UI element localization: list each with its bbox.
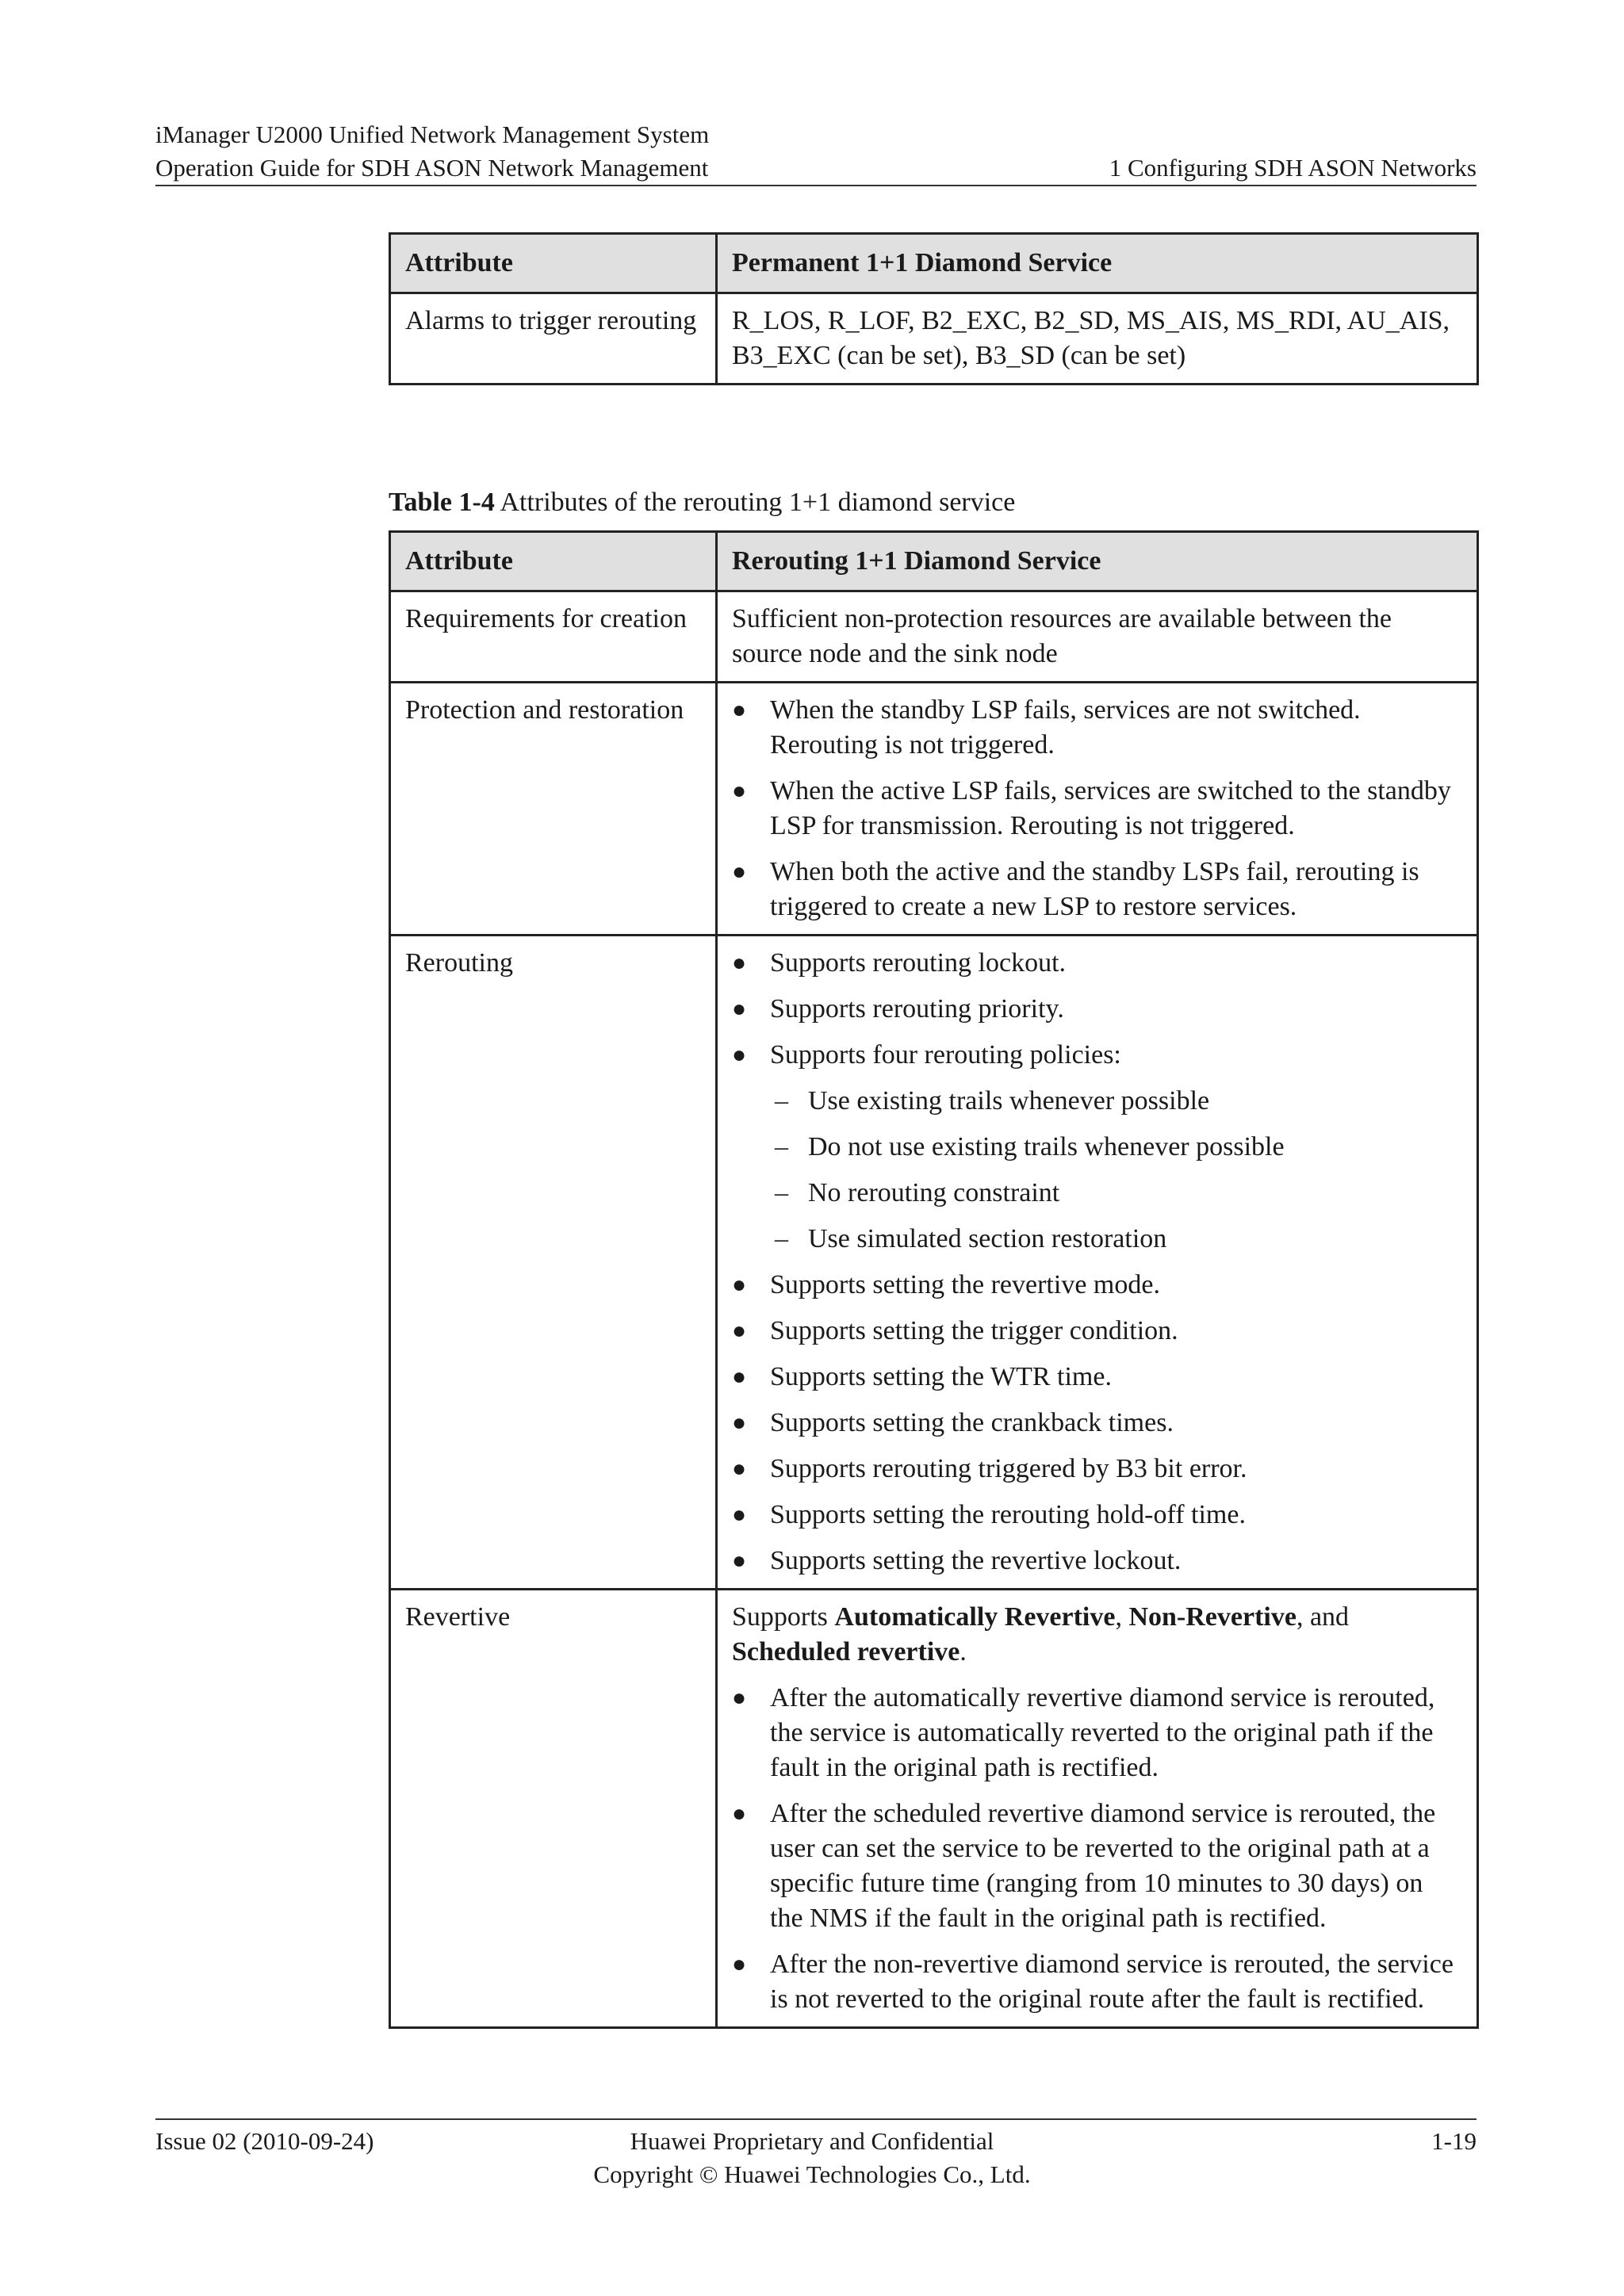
mode-automatic: Automatically Revertive	[834, 1602, 1116, 1632]
footer-copyright: Copyright © Huawei Technologies Co., Ltd.	[593, 2160, 1031, 2188]
intro-separator: ,	[1115, 1602, 1129, 1632]
header-product-title: iManager U2000 Unified Network Management System	[155, 121, 710, 148]
list-item: ● Supports rerouting triggered by B3 bit error.	[732, 1452, 1462, 1487]
list-item: ● Supports setting the crankback times.	[732, 1406, 1462, 1441]
list-item: ● Supports setting the revertive lockout.	[732, 1544, 1462, 1578]
mode-scheduled: Scheduled revertive	[732, 1637, 960, 1667]
table-row	[390, 1590, 1478, 2028]
list-item: ● After the non-revertive diamond service is rerouted, the service is not reverted to the original route after the fault is rectified.	[732, 1947, 1462, 2017]
sub-list-item: – No rerouting constraint	[770, 1176, 1462, 1211]
table-row	[390, 591, 1478, 683]
footer-divider	[155, 2118, 1477, 2120]
value-cell: Sufficient non-protection resources are available between the source node and the sink node	[717, 591, 1478, 683]
list-item-text: Supports four rerouting policies:	[770, 1040, 1121, 1070]
sub-list-item: – Use existing trails whenever possible	[770, 1084, 1462, 1119]
attribute-cell: Revertive	[390, 1590, 717, 2028]
list-item: ● When the active LSP fails, services are switched to the standby LSP for transmission. Rerouting is not triggered.	[732, 774, 1462, 844]
table-caption	[389, 485, 1015, 520]
attribute-cell: Rerouting	[390, 936, 717, 1590]
value-cell	[717, 1590, 1478, 2028]
header-guide-title: Operation Guide for SDH ASON Network Management	[155, 154, 709, 182]
table-row	[390, 936, 1478, 1590]
sub-list-item: – Do not use existing trails whenever possible	[770, 1130, 1462, 1165]
bullet-list	[732, 946, 1462, 1578]
table-header-row	[390, 532, 1478, 591]
list-item: ● After the automatically revertive diamond service is rerouted, the service is automatically reverted to the original path if the fault in the original path is rectified.	[732, 1681, 1462, 1785]
footer-center	[0, 2125, 1624, 2191]
table-caption-text: Attributes of the rerouting 1+1 diamond service	[494, 488, 1016, 517]
list-item: ● After the scheduled revertive diamond service is rerouted, the user can set the service to be reverted to the original path at a specific future time (ranging from 10 minutes to 30 days) on the NMS if the fault in the original path is rectified.	[732, 1797, 1462, 1936]
column-header-attribute: Attribute	[390, 234, 717, 293]
attribute-cell: Protection and restoration	[390, 683, 717, 936]
column-header-service: Rerouting 1+1 Diamond Service	[717, 532, 1478, 591]
list-item: ● Supports setting the rerouting hold-off time.	[732, 1498, 1462, 1533]
table-row	[390, 683, 1478, 936]
permanent-diamond-service-table	[389, 232, 1479, 385]
value-cell	[717, 683, 1478, 936]
list-item: ● Supports setting the revertive mode.	[732, 1268, 1462, 1303]
revertive-intro	[732, 1600, 1462, 1670]
value-cell: R_LOS, R_LOF, B2_EXC, B2_SD, MS_AIS, MS_RDI, AU_AIS, B3_EXC (can be set), B3_SD (can be set)	[717, 293, 1478, 385]
bullet-list	[732, 693, 1462, 924]
footer-proprietary: Huawei Proprietary and Confidential	[630, 2127, 994, 2155]
table-row	[390, 293, 1478, 385]
intro-suffix: .	[959, 1637, 967, 1667]
table-header-row	[390, 234, 1478, 293]
column-header-service: Permanent 1+1 Diamond Service	[717, 234, 1478, 293]
value-cell	[717, 936, 1478, 1590]
footer-page-number: 1-19	[1431, 2127, 1477, 2155]
intro-separator: , and	[1296, 1602, 1350, 1632]
rerouting-diamond-service-table	[389, 530, 1479, 2029]
table-caption-label: Table 1-4	[389, 488, 495, 517]
list-item: ● When both the active and the standby LSPs fail, rerouting is triggered to create a new LSP to restore services.	[732, 855, 1462, 924]
list-item: ● Supports setting the WTR time.	[732, 1360, 1462, 1395]
list-item: ● When the standby LSP fails, services are not switched. Rerouting is not triggered.	[732, 693, 1462, 763]
attribute-cell: Requirements for creation	[390, 591, 717, 683]
footer-issue: Issue 02 (2010-09-24)	[155, 2127, 374, 2155]
dash-list	[770, 1084, 1462, 1257]
intro-text: Supports	[732, 1602, 835, 1632]
bullet-list	[732, 1681, 1462, 2017]
mode-non-revertive: Non-Revertive	[1128, 1602, 1297, 1632]
attribute-cell: Alarms to trigger rerouting	[390, 293, 717, 385]
header-chapter-title: 1 Configuring SDH ASON Networks	[1109, 154, 1477, 182]
sub-list-item: – Use simulated section restoration	[770, 1222, 1462, 1257]
list-item	[732, 1038, 1462, 1257]
column-header-attribute: Attribute	[390, 532, 717, 591]
list-item: ● Supports setting the trigger condition.	[732, 1314, 1462, 1349]
list-item: ● Supports rerouting priority.	[732, 992, 1462, 1027]
header-divider	[155, 185, 1477, 186]
list-item: ● Supports rerouting lockout.	[732, 946, 1462, 981]
